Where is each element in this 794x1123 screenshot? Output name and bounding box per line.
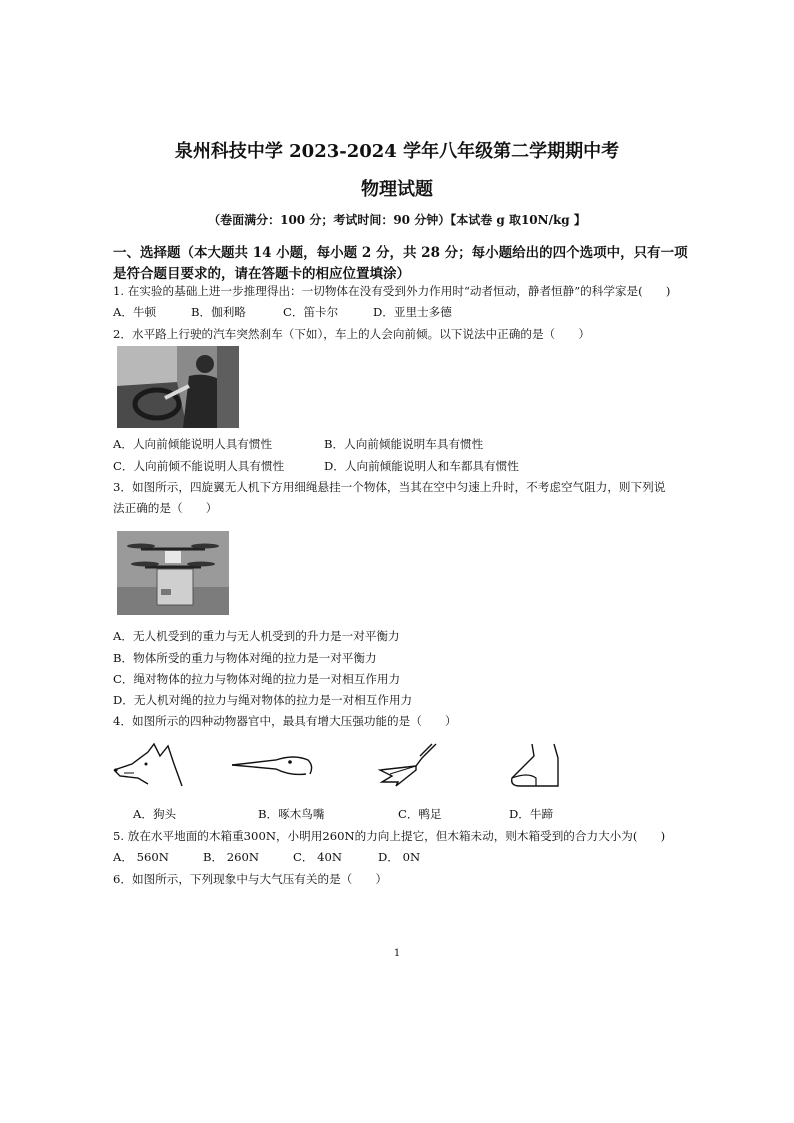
question-4-option-d: D．牛蹄 <box>509 807 554 821</box>
question-6-stem: 6．如图所示，下列现象中与大气压有关的是（ ） <box>113 872 388 886</box>
section-heading-line-2: 是符合题目要求的，请在答题卡的相应位置填涂） <box>113 266 410 282</box>
question-1-stem: 1. 在实验的基础上进一步推理得出：一切物体在没有受到外力作用时“动者恒动，静者恒静”的科学家是( ) <box>113 284 671 298</box>
question-5-stem: 5. 放在水平地面的木箱重300N，小明用260N的力向上提它，但木箱未动，则木箱受到的合力大小为( ) <box>113 829 666 843</box>
question-3-stem-line-1: 3．如图所示，四旋翼无人机下方用细绳悬挂一个物体，当其在空中匀速上升时，不考虑空气阻力，则下列说 <box>113 480 666 494</box>
dog-head-drawing <box>112 742 184 788</box>
question-2-option-a: A．人向前倾能说明人具有惯性 <box>113 437 273 451</box>
page-number: 1 <box>393 948 401 959</box>
duck-foot-drawing <box>376 742 442 788</box>
question-2-option-d: D．人向前倾能说明人和车都具有惯性 <box>324 459 519 473</box>
question-4-stem: 4．如图所示的四种动物器官中，最具有增大压强功能的是（ ） <box>113 714 457 728</box>
question-5-option-a: A． 560N <box>113 850 169 864</box>
question-4-option-a: A．狗头 <box>133 807 177 821</box>
section-heading-line-1: 一、选择题（本大题共 14 小题，每小题 2 分，共 28 分；每小题给出的四个选项中，只有一项 <box>113 245 688 261</box>
question-4-option-b: B．啄木鸟嘴 <box>258 807 325 821</box>
question-1-option-a: A．牛顿 <box>113 305 157 319</box>
exam-subtitle: 物理试题 <box>361 179 433 200</box>
question-2-option-c: C．人向前倾不能说明人具有惯性 <box>113 459 285 473</box>
question-5-option-d: D． 0N <box>378 850 421 864</box>
question-3-option-a: A．无人机受到的重力与无人机受到的升力是一对平衡力 <box>113 629 400 643</box>
question-4-option-c: C．鸭足 <box>398 807 442 821</box>
exam-note: （卷面满分：100 分；考试时间：90 分钟）【本试卷 g 取10N/kg 】 <box>208 213 586 227</box>
woodpecker-beak-drawing <box>230 752 314 780</box>
question-1-option-c: C．笛卡尔 <box>283 305 339 319</box>
car-braking-photo <box>117 346 239 428</box>
question-3-option-d: D．无人机对绳的拉力与绳对物体的拉力是一对相互作用力 <box>113 693 413 707</box>
exam-title: 泉州科技中学 2023-2024 学年八年级第二学期期中考 <box>174 141 620 162</box>
question-1-option-b: B．伽利略 <box>191 305 246 319</box>
cow-hoof-drawing <box>504 742 562 788</box>
question-3-option-b: B．物体所受的重力与物体对绳的拉力是一对平衡力 <box>113 651 377 665</box>
question-2-stem: 2．水平路上行驶的汽车突然刹车（下如），车上的人会向前倾。以下说法中正确的是（ ） <box>113 327 590 341</box>
drone-photo <box>117 531 229 615</box>
question-3-option-c: C．绳对物体的拉力与物体对绳的拉力是一对相互作用力 <box>113 672 401 686</box>
question-3-stem-line-2: 法正确的是（ ） <box>113 501 218 515</box>
question-1-option-d: D．亚里士多德 <box>373 305 452 319</box>
question-2-option-b: B．人向前倾能说明车具有惯性 <box>324 437 484 451</box>
question-5-option-b: B． 260N <box>203 850 260 864</box>
question-5-option-c: C． 40N <box>293 850 343 864</box>
